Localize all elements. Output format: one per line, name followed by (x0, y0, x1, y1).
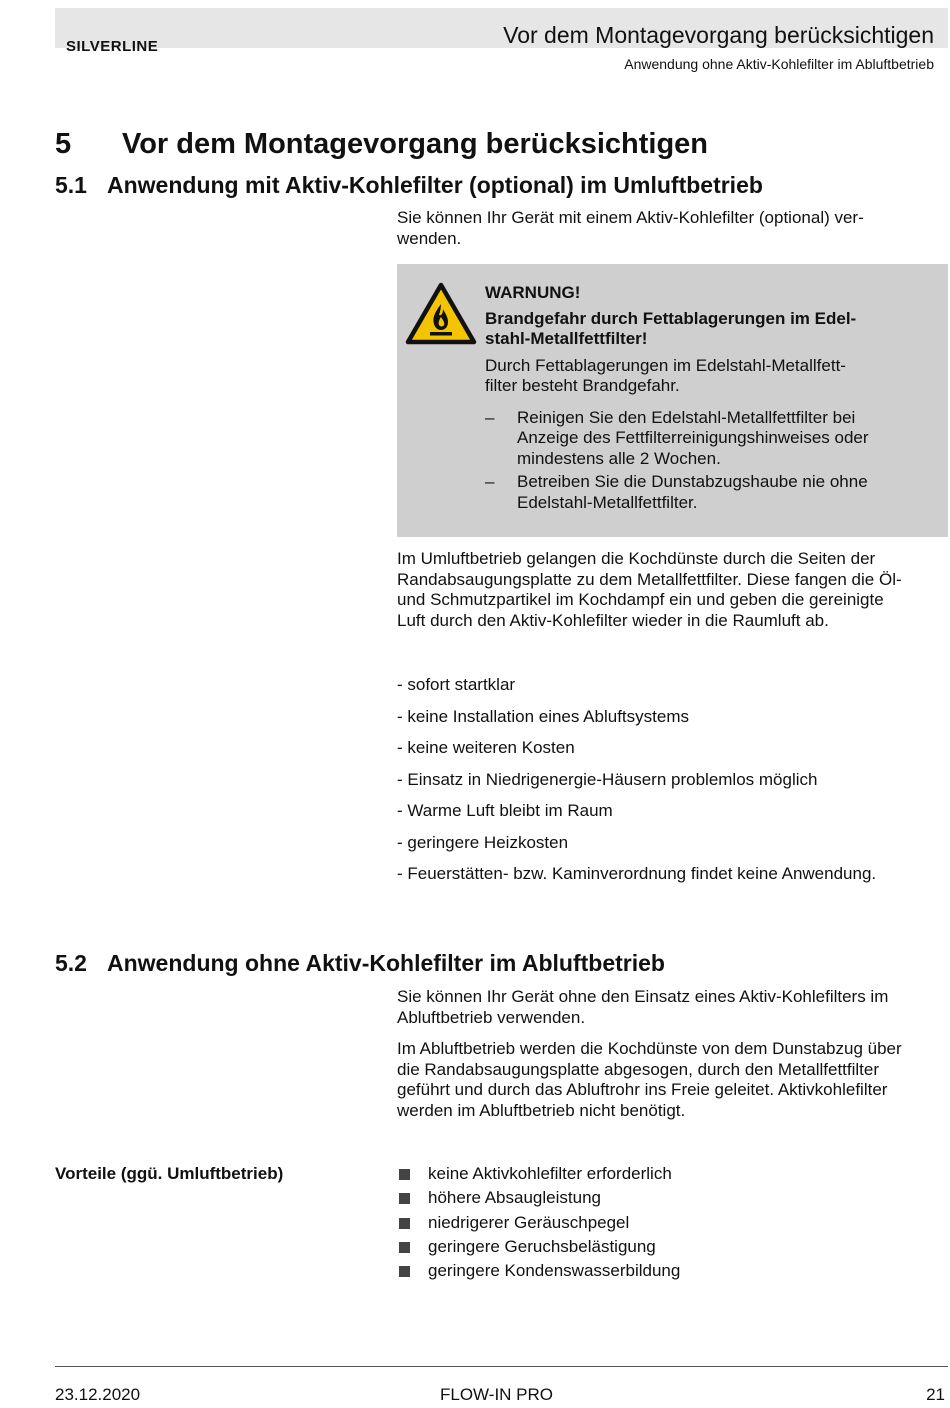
section-heading (55, 128, 708, 161)
warning-label: WARNUNG! (485, 283, 581, 302)
warning-body: filter besteht Brandgefahr. (485, 376, 680, 395)
intro-line: Sie können Ihr Gerät mit einem Aktiv-Kohlefilter (optional) ver- (397, 208, 864, 227)
subsection-5-1-number: 5.1 (55, 172, 87, 198)
subsection-5-1-heading (55, 172, 763, 199)
footer-page-number: 21 (926, 1385, 945, 1404)
subsection-5-1-title: Anwendung mit Aktiv-Kohlefilter (optional) im Umluftbetrieb (107, 172, 763, 198)
instruction-line: Reinigen Sie den Edelstahl-Metallfettfilter bei (517, 407, 856, 427)
square-bullet-icon (399, 1242, 410, 1253)
footer-divider (55, 1366, 948, 1367)
list-item (397, 1261, 680, 1285)
brand-logo: SILVERLINE (66, 38, 159, 55)
paragraph-line: Sie können Ihr Gerät ohne den Einsatz eines Aktiv-Kohlefilters im (397, 987, 889, 1006)
list-item: - Warme Luft bleibt im Raum (397, 801, 613, 820)
instruction-line: Betreiben Sie die Dunstabzugshaube nie ohne (517, 472, 868, 491)
subsection-5-2-number: 5.2 (55, 950, 87, 976)
warning-instructions (485, 408, 905, 514)
paragraph-line: Im Abluftbetrieb werden die Kochdünste von dem Dunstabzug über (397, 1039, 902, 1058)
list-item: - sofort startklar (397, 675, 516, 694)
paragraph-line: Im Umluftbetrieb gelangen die Kochdünste durch die Seiten der (397, 549, 876, 568)
list-item (397, 1164, 680, 1188)
square-bullet-icon (399, 1193, 410, 1204)
paragraph-line: und Schmutzpartikel im Kochdampf ein und geben die gereinigte (397, 590, 884, 609)
footer-product: FLOW-IN PRO (440, 1385, 554, 1404)
header-title: Vor dem Montagevorgang berücksichtigen (503, 22, 934, 48)
abluft-intro (397, 987, 949, 1028)
warning-instruction-item (485, 472, 905, 513)
warning-instruction-item (485, 408, 905, 470)
list-item (397, 1237, 680, 1261)
warning-box (397, 264, 948, 537)
list-item: - keine weiteren Kosten (397, 738, 575, 757)
list-item-text: höhere Absaugleistung (428, 1188, 601, 1208)
square-bullet-icon (399, 1169, 410, 1180)
intro-line: wenden. (397, 228, 462, 248)
list-item-text: keine Aktivkohlefilter erforderlich (428, 1164, 672, 1183)
list-item: - keine Installation eines Abluftsystems (397, 706, 689, 726)
advantages-list (397, 1164, 680, 1285)
list-item (397, 1188, 680, 1212)
paragraph-line: Randabsaugungsplatte zu dem Metallfettfilter. Diese fangen die Öl- (397, 569, 902, 589)
square-bullet-icon (399, 1218, 410, 1229)
paragraph-line: Luft durch den Aktiv-Kohlefilter wieder in die Raumluft ab. (397, 610, 829, 630)
subsection-5-2-title: Anwendung ohne Aktiv-Kohlefilter im Abluftbetrieb (107, 950, 665, 976)
paragraph-line: werden im Abluftbetrieb nicht benötigt. (397, 1100, 686, 1120)
header-band (55, 8, 948, 48)
list-item (397, 1213, 680, 1237)
umluft-paragraph (397, 549, 949, 631)
header-subtitle: Anwendung ohne Aktiv-Kohlefilter im Abluftbetrieb (624, 56, 934, 72)
paragraph-line: geführt und durch das Abluftrohr ins Freie geleitet. Aktivkohlefilter (397, 1080, 888, 1099)
section-number: 5 (55, 128, 72, 160)
warning-body: Durch Fettablagerungen im Edelstahl-Metallfett- (485, 355, 846, 375)
warning-headline: Brandgefahr durch Fettablagerungen im Edel- (485, 308, 857, 328)
list-item-text: geringere Geruchsbelästigung (428, 1236, 656, 1256)
subsection-5-2-heading (55, 950, 665, 977)
section-title: Vor dem Montagevorgang berücksichtigen (122, 128, 709, 160)
paragraph-line: Abluftbetrieb verwenden. (397, 1007, 586, 1027)
warning-headline: stahl-Metallfettfilter! (485, 329, 648, 348)
list-item-text: geringere Kondenswasserbildung (428, 1261, 681, 1281)
square-bullet-icon (399, 1266, 410, 1277)
footer-date: 23.12.2020 (55, 1385, 141, 1404)
umluft-benefits-list (397, 675, 876, 896)
instruction-line: mindestens alle 2 Wochen. (517, 448, 721, 468)
flammable-warning-icon (405, 282, 477, 346)
list-item: - geringere Heizkosten (397, 832, 569, 852)
dash-bullet: – (485, 407, 495, 427)
dash-bullet: – (485, 472, 495, 491)
paragraph-line: die Randabsaugungsplatte abgesogen, durch den Metallfettfilter (397, 1059, 880, 1079)
list-item-text: niedrigerer Geräuschpegel (428, 1212, 630, 1232)
warning-text (485, 283, 905, 513)
advantages-label: Vorteile (ggü. Umluftbetrieb) (55, 1164, 284, 1183)
list-item: - Einsatz in Niedrigenergie-Häusern problemlos möglich (397, 769, 818, 789)
list-item: - Feuerstätten- bzw. Kaminverordnung findet keine Anwendung. (397, 864, 877, 883)
instruction-line: Edelstahl-Metallfettfilter. (517, 492, 698, 512)
subsection-5-1-intro (397, 208, 949, 249)
abluft-paragraph (397, 1039, 949, 1121)
instruction-line: Anzeige des Fettfilterreinigungshinweises oder (517, 428, 869, 447)
